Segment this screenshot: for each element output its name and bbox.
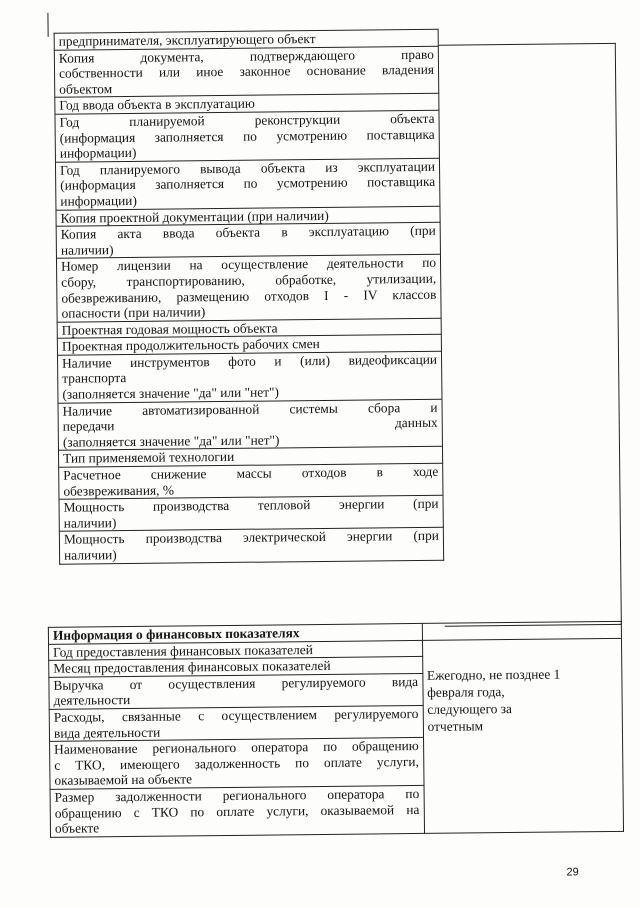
cell-text-line: предпринимателя, эксплуатирующего объект — [58, 31, 316, 49]
cell-text-line: Номер лицензии на осуществление деятельности по — [60, 255, 437, 275]
financial-deadline-cell — [422, 638, 623, 833]
page-number: 29 — [566, 866, 579, 879]
cell-text-line: объектом — [59, 80, 113, 97]
cell-text-line: с ТКО, имеющего задолженность по оплате услуги, — [54, 753, 419, 773]
cell-text-line: объекте — [54, 820, 100, 836]
financial-heading-right-cell — [422, 621, 622, 640]
parameter-cell — [56, 222, 440, 258]
cell-text-line: Наименование регионального оператора по обращению — [54, 738, 419, 757]
financial-parameter-cell — [49, 705, 423, 741]
cell-text-line: информации) — [59, 145, 137, 161]
cell-text-line: Проектная годовая мощность объекта — [61, 320, 278, 338]
cell-text-line: (заполняется значение "да" или "нет") — [62, 384, 280, 402]
cell-text-line: Расходы, связанные с осуществлением регулируемого — [53, 705, 419, 725]
object-info-right-column — [439, 43, 622, 627]
cell-text-line: Наличие инструментов фото и (или) видеофиксации — [61, 351, 438, 371]
financial-table — [48, 621, 624, 838]
table-row — [59, 463, 443, 499]
cell-text-line: наличии) — [63, 514, 117, 531]
deadline-text-line: Ежегодно, не позднее 1 — [426, 666, 561, 683]
cell-text-line: (информация заполняется по усмотрению поставщика — [59, 126, 435, 146]
object-info-table — [54, 29, 445, 565]
cell-text-line: деятельности — [53, 692, 131, 709]
table-top-border-fragment — [47, 13, 48, 37]
cell-text-line: собственности или иное законное основание владения — [58, 61, 435, 81]
cell-text-line: опасности (при наличии) — [61, 304, 206, 321]
table-row — [59, 495, 443, 531]
table-row — [54, 46, 438, 98]
cell-text-line: наличии) — [64, 547, 117, 563]
table-row — [55, 158, 439, 210]
cell-text-line: информации) — [60, 192, 137, 209]
table-row — [56, 222, 440, 258]
financial-heading: Информация о финансовых показателях — [48, 623, 422, 644]
parameter-cell — [59, 528, 443, 564]
cell-text-line: вида деятельности — [53, 724, 161, 741]
financial-parameter-cell — [50, 785, 424, 837]
parameter-cell — [55, 110, 439, 162]
cell-text-line: Расчетное снижение массы отходов в ходе — [63, 463, 439, 483]
parameter-cell — [59, 495, 443, 531]
cell-text-line: Год ввода объекта в эксплуатацию — [59, 96, 255, 114]
cell-text-line: Копия проектной документации (при наличии) — [60, 207, 329, 226]
cell-text-line: обезвреживания, % — [63, 482, 175, 499]
table-row — [59, 528, 443, 564]
cell-text-line: обращению с ТКО по оплате услуги, оказываемой на — [54, 801, 420, 821]
table-row — [57, 351, 441, 403]
cell-text-line: транспорта — [62, 370, 127, 387]
financial-parameter-cell — [49, 673, 423, 709]
financial-parameter-cell — [50, 738, 424, 790]
parameter-cell — [58, 399, 442, 451]
deadline-text-line: отчетным — [427, 717, 484, 734]
deadline-text-line: следующего за — [427, 700, 513, 717]
parameter-cell — [57, 351, 441, 403]
table-row — [55, 110, 439, 162]
cell-text-line: Размер задолженности регионального оператора по — [54, 785, 420, 805]
cell-text-line: (заполняется значение "да" или "нет") — [62, 432, 280, 450]
cell-text-line: Копия документа, подтверждающего право — [58, 46, 434, 66]
cell-text-line: Мощность производства тепловой энергии (при — [63, 495, 439, 515]
cell-text-line: обезвреживанию, размещению отходов I - IV классов — [61, 286, 437, 306]
parameter-cell — [54, 46, 438, 98]
cell-text-line: передачи данных — [62, 415, 438, 434]
cell-text-line: (информация заполняется по усмотрению поставщика — [60, 174, 436, 194]
cell-text-line: оказываемой на объекте — [54, 771, 193, 789]
cell-text-line: Месяц предоставления финансовых показателей — [53, 658, 331, 676]
table-row — [58, 399, 442, 451]
parameter-cell — [59, 463, 443, 499]
cell-text-line: Копия акта ввода объекта в эксплуатацию (при — [60, 222, 436, 242]
parameter-cell — [56, 255, 441, 322]
deadline-text-line: февраля года, — [427, 683, 505, 700]
cell-text-line: Год предоставления финансовых показателей — [53, 641, 313, 660]
parameter-cell — [55, 158, 439, 210]
cell-text-line: Мощность производства электрической энергии (при — [63, 528, 439, 548]
cell-text-line: Год планируемой реконструкции объекта — [59, 110, 435, 130]
cell-text-line: Год планируемого вывода объекта из эксплуатации — [59, 158, 436, 178]
cell-text-line: наличии) — [60, 241, 114, 258]
cell-text-line: Выручка от осуществления регулируемого вида — [53, 673, 419, 693]
cell-text-line: сбору, транспортированию, обработке, утилизации, — [61, 270, 437, 290]
table-row — [56, 255, 441, 322]
cell-text-line: Проектная продолжительность рабочих смен — [61, 336, 320, 354]
cell-text-line: Наличие автоматизированной системы сбора и — [62, 399, 438, 419]
cell-text-line: Тип применяемой технологии — [62, 449, 235, 467]
